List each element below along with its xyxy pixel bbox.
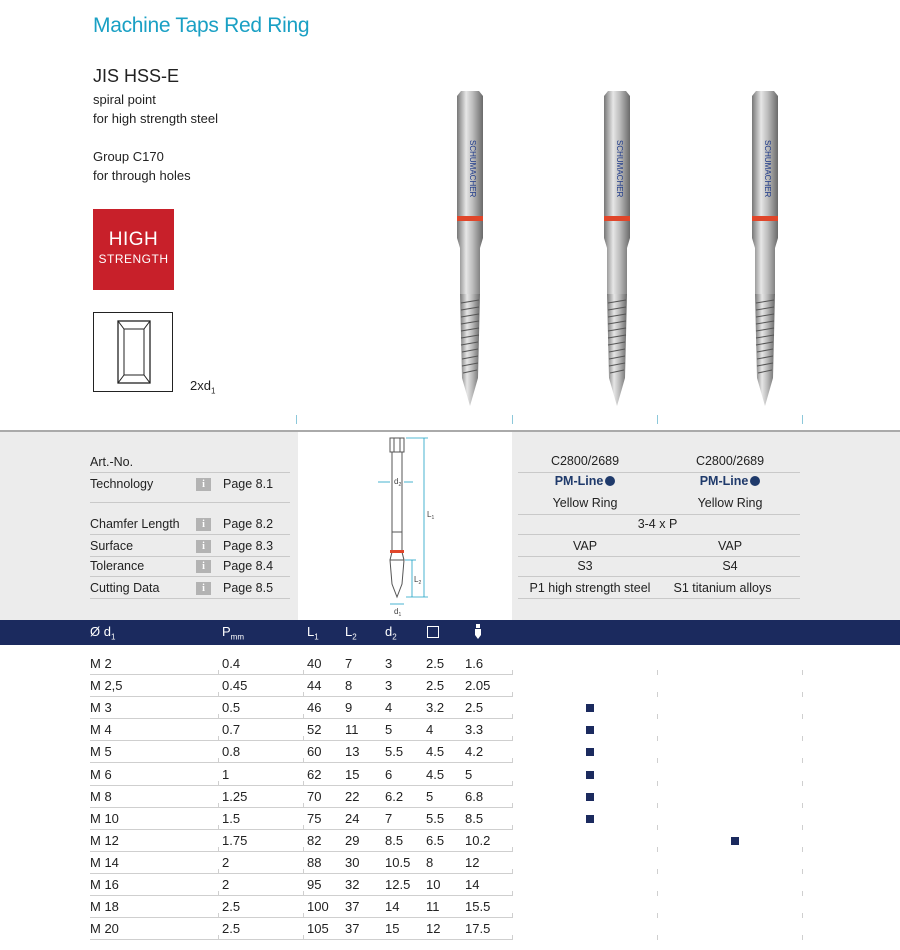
cell-sq: 6.5 <box>426 832 445 848</box>
pm-line-dot-icon <box>750 476 760 486</box>
cell-l1: 70 <box>307 788 322 804</box>
pm-line-logo <box>515 474 655 488</box>
cell-l2: 29 <box>345 832 360 848</box>
divider <box>518 472 800 473</box>
cell-sq: 2.5 <box>426 678 445 694</box>
page-link[interactable]: Page 8.4 <box>223 559 274 573</box>
availability-mark <box>586 704 594 712</box>
cell-l2: 37 <box>345 921 360 937</box>
cell-l1: 44 <box>307 678 322 694</box>
cutting-col2: S1 titanium alloys <box>673 581 772 595</box>
divider <box>518 514 800 515</box>
cell-d1: M 6 <box>90 766 112 782</box>
cell-d2: 14 <box>385 899 400 915</box>
badge-line2: STRENGTH <box>98 252 169 266</box>
cell-p: 0.4 <box>222 656 241 671</box>
cell-d2: 15 <box>385 921 400 937</box>
table-row <box>0 764 900 786</box>
cell-drill: 12 <box>465 854 480 870</box>
table-header <box>0 620 900 645</box>
cell-d1: M 2,5 <box>90 678 123 694</box>
divider <box>518 534 800 535</box>
cell-l1: 88 <box>307 854 322 870</box>
column-tick <box>657 415 658 424</box>
cell-d2: 8.5 <box>385 832 404 848</box>
cell-l2: 7 <box>345 656 353 671</box>
table-row <box>0 741 900 763</box>
table-row <box>0 653 900 675</box>
cell-sq: 12 <box>426 921 441 937</box>
table-row <box>0 675 900 697</box>
diagram-d2: $d_2$ <box>394 477 402 488</box>
divider <box>518 598 800 599</box>
cell-sq: 2.5 <box>426 656 445 671</box>
cell-drill: 4.2 <box>465 744 484 760</box>
page-link[interactable]: Page 8.3 <box>223 539 274 553</box>
page-link[interactable]: Page 8.2 <box>223 517 274 531</box>
cell-d1: M 4 <box>90 722 112 738</box>
pm-line-dot-icon <box>605 476 615 486</box>
column-tick <box>802 415 803 424</box>
spec-label: Art.-No. <box>90 455 134 469</box>
cutting-col1: P1 high strength steel <box>529 581 651 595</box>
cell-sq: 4 <box>426 722 434 738</box>
tool-dimension-diagram <box>298 432 512 620</box>
cell-l2: 15 <box>345 766 360 782</box>
cell-p: 0.8 <box>222 744 241 760</box>
badge-line1: HIGH <box>108 229 159 250</box>
spec-label: Surface <box>90 539 134 553</box>
cell-drill: 15.5 <box>465 899 491 915</box>
table-row <box>0 808 900 830</box>
tool-diagram-panel <box>298 432 512 620</box>
tap-tool-image <box>587 88 647 408</box>
diagram-d1: $d_1$ <box>394 607 402 618</box>
tap-tool-image <box>440 88 500 408</box>
row-tick <box>657 935 658 940</box>
cell-l2: 30 <box>345 854 360 870</box>
cell-d1: M 2 <box>90 656 112 671</box>
header-l1: $L_1$ <box>307 624 319 642</box>
table-row <box>0 918 900 940</box>
table-row <box>0 830 900 852</box>
cell-d2: 7 <box>385 810 393 826</box>
cell-d1: M 14 <box>90 854 119 870</box>
cell-sq: 10 <box>426 877 441 892</box>
tap-tool-image <box>735 88 795 408</box>
depth-text: 2xd <box>190 378 211 393</box>
cell-d1: M 12 <box>90 832 119 848</box>
cell-l1: 52 <box>307 722 322 738</box>
high-strength-badge <box>93 209 174 290</box>
art-no-col2: C2800/2689 <box>695 454 765 468</box>
cell-sq: 8 <box>426 854 434 870</box>
table-row <box>0 852 900 874</box>
row-tick <box>218 935 219 940</box>
info-icon[interactable]: i <box>196 582 211 595</box>
cell-d2: 5 <box>385 722 393 738</box>
surface-col1: VAP <box>572 539 598 553</box>
row-tick <box>512 935 513 940</box>
product-description <box>93 90 218 128</box>
through-hole-icon <box>93 312 173 392</box>
cell-d2: 3 <box>385 656 393 671</box>
pm-line-logo <box>660 474 800 488</box>
tool-brand-text: SCHUMACHER <box>763 140 772 198</box>
cell-d2: 6 <box>385 766 393 782</box>
cell-l1: 75 <box>307 810 322 826</box>
diagram-l1: $L_1$ <box>427 510 435 521</box>
cell-l1: 95 <box>307 877 322 892</box>
row-tick <box>802 935 803 940</box>
spec-row-cutting <box>90 578 290 599</box>
cell-l1: 62 <box>307 766 322 782</box>
tolerance-col2: S4 <box>722 559 738 573</box>
table-row <box>0 874 900 896</box>
cell-d1: M 3 <box>90 700 112 716</box>
cell-p: 2 <box>222 854 230 870</box>
pm-line-text: PM-Line <box>554 474 604 488</box>
availability-mark <box>586 726 594 734</box>
cell-l2: 8 <box>345 678 353 694</box>
cell-p: 0.45 <box>222 678 248 694</box>
cell-drill: 10.2 <box>465 832 491 848</box>
tool-brand-text: SCHUMACHER <box>615 140 624 198</box>
page-title: Machine Taps Red Ring <box>93 14 310 37</box>
cell-l2: 37 <box>345 899 360 915</box>
row-tick <box>303 935 304 940</box>
cell-p: 0.7 <box>222 722 241 738</box>
spec-row-chamfer <box>90 514 290 535</box>
cell-l1: 100 <box>307 899 329 915</box>
info-icon[interactable]: i <box>196 478 211 491</box>
row-divider <box>90 939 512 940</box>
availability-mark <box>586 748 594 756</box>
group-line: for through holes <box>93 168 191 183</box>
cell-d1: M 16 <box>90 877 119 892</box>
column-tick <box>296 415 297 424</box>
cell-drill: 14 <box>465 877 480 892</box>
divider <box>518 556 800 557</box>
info-icon[interactable]: i <box>196 518 211 531</box>
cell-d1: M 8 <box>90 788 112 804</box>
table-row <box>0 697 900 719</box>
cell-sq: 4.5 <box>426 766 445 782</box>
table-row <box>0 896 900 918</box>
cell-p: 1 <box>222 766 230 782</box>
spec-row-tolerance <box>90 556 290 577</box>
cell-d2: 3 <box>385 678 393 694</box>
cell-sq: 3.2 <box>426 700 445 716</box>
cell-d2: 5.5 <box>385 744 404 760</box>
availability-mark <box>731 837 739 845</box>
spec-row-surface <box>90 536 290 557</box>
diagram-l2: $L_2$ <box>414 575 422 586</box>
cell-d2: 6.2 <box>385 788 404 804</box>
cell-p: 0.5 <box>222 700 241 716</box>
surface-col2: VAP <box>717 539 743 553</box>
cell-drill: 5 <box>465 766 473 782</box>
cell-drill: 8.5 <box>465 810 484 826</box>
ring-col1: Yellow Ring <box>552 496 618 510</box>
cell-p: 1.75 <box>222 832 248 848</box>
cell-drill: 17.5 <box>465 921 491 937</box>
cell-drill: 2.05 <box>465 678 491 694</box>
cell-d1: M 10 <box>90 810 119 826</box>
desc-line: spiral point <box>93 92 156 107</box>
header-pitch: $P_{mm}$ <box>222 624 244 642</box>
spec-label: Chamfer Length <box>90 517 180 531</box>
availability-mark <box>586 793 594 801</box>
tolerance-col1: S3 <box>577 559 593 573</box>
cell-sq: 11 <box>426 899 440 915</box>
availability-mark <box>586 771 594 779</box>
cell-l1: 40 <box>307 656 322 671</box>
product-group <box>93 147 191 185</box>
cell-l1: 46 <box>307 700 322 716</box>
cell-p: 1.25 <box>222 788 248 804</box>
cell-l1: 82 <box>307 832 322 848</box>
header-d2: $d_2$ <box>385 624 397 642</box>
cell-d1: M 18 <box>90 899 119 915</box>
cell-p: 1.5 <box>222 810 241 826</box>
cell-drill: 1.6 <box>465 656 484 671</box>
header-d1: Ø $d_1$ <box>90 624 116 642</box>
spec-row-technology <box>90 474 290 503</box>
cell-l1: 105 <box>307 921 329 937</box>
column-tick <box>512 415 513 424</box>
cell-l1: 60 <box>307 744 322 760</box>
cell-l2: 22 <box>345 788 360 804</box>
tool-brand-text: SCHUMACHER <box>468 140 477 198</box>
product-name: JIS HSS-E <box>93 66 180 86</box>
art-no-col1: C2800/2689 <box>550 454 620 468</box>
cell-d2: 10.5 <box>385 854 411 870</box>
info-icon[interactable]: i <box>196 540 211 553</box>
chamfer-value: 3-4 x P <box>637 517 678 531</box>
group-line: Group C170 <box>93 149 164 164</box>
page-link[interactable]: Page 8.1 <box>223 477 274 491</box>
cell-l2: 32 <box>345 877 360 892</box>
spec-label: Technology <box>90 477 154 491</box>
cell-drill: 2.5 <box>465 700 484 716</box>
cell-l2: 11 <box>345 722 359 738</box>
depth-sub: 1 <box>210 386 216 396</box>
spec-label: Tolerance <box>90 559 145 573</box>
cell-drill: 6.8 <box>465 788 484 804</box>
depth-label <box>190 378 215 396</box>
divider <box>518 576 800 577</box>
cell-p: 2.5 <box>222 921 241 937</box>
cell-sq: 5.5 <box>426 810 445 826</box>
cell-sq: 5 <box>426 788 434 804</box>
cell-d1: M 5 <box>90 744 112 760</box>
cell-sq: 4.5 <box>426 744 445 760</box>
table-row <box>0 786 900 808</box>
drill-icon <box>474 624 482 645</box>
cell-l2: 24 <box>345 810 360 826</box>
cell-d2: 12.5 <box>385 877 411 892</box>
cell-d2: 4 <box>385 700 393 716</box>
cell-p: 2 <box>222 877 230 892</box>
cell-drill: 3.3 <box>465 722 484 738</box>
cell-l2: 13 <box>345 744 360 760</box>
desc-line: for high strength steel <box>93 111 219 126</box>
spec-row-art-no <box>90 452 290 473</box>
cell-l2: 9 <box>345 700 353 716</box>
cell-d1: M 20 <box>90 921 119 937</box>
table-row <box>0 719 900 741</box>
page-link[interactable]: Page 8.5 <box>223 581 274 595</box>
availability-mark <box>586 815 594 823</box>
spec-label: Cutting Data <box>90 581 160 595</box>
square-icon <box>427 626 439 638</box>
cell-p: 2.5 <box>222 899 241 915</box>
ring-col2: Yellow Ring <box>697 496 763 510</box>
info-icon[interactable]: i <box>196 560 211 573</box>
pm-line-text: PM-Line <box>699 474 749 488</box>
header-l2: $L_2$ <box>345 624 357 642</box>
